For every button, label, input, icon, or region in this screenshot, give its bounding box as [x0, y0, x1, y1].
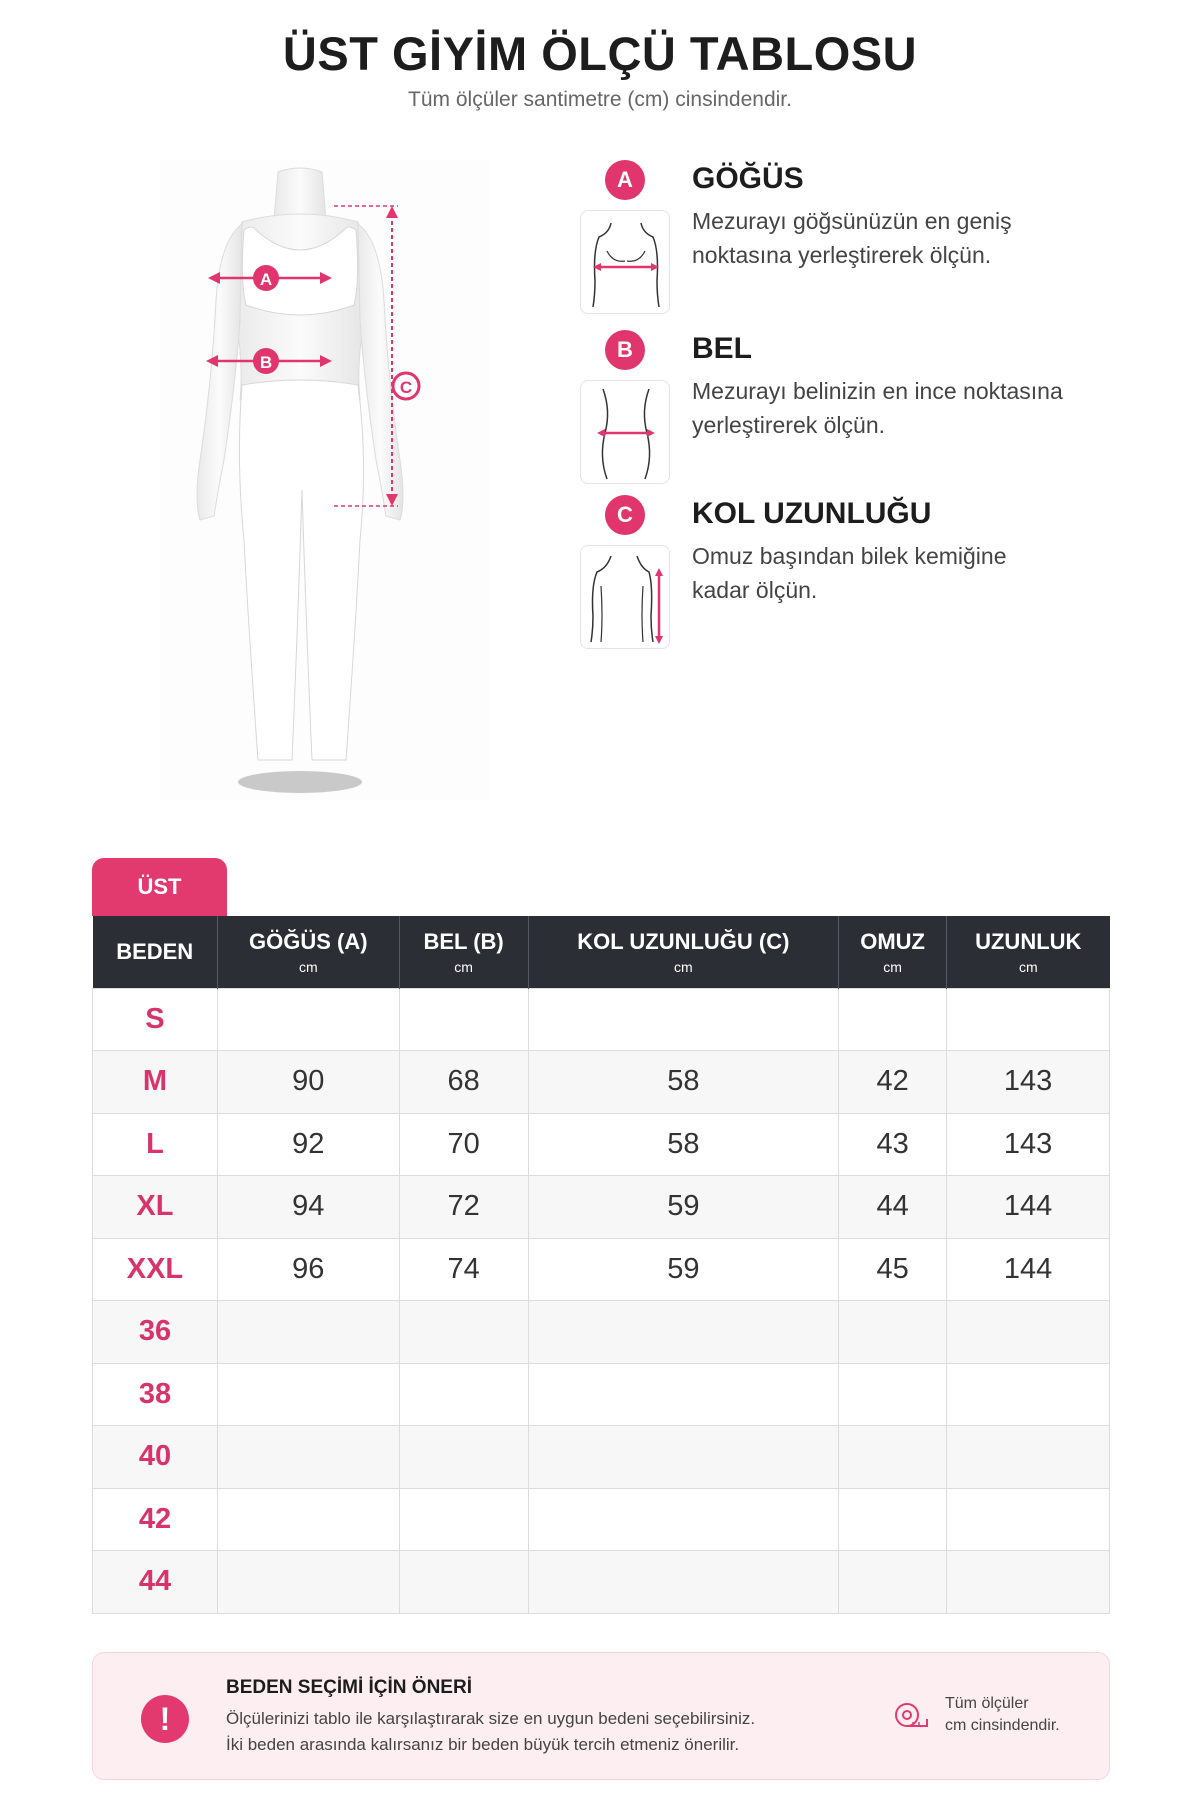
measurement-waist	[580, 330, 1120, 490]
table-row: 40	[93, 1426, 1110, 1489]
advice-line-2: İki beden arasında kalırsanız bir beden büyük tercih etmeniz önerilir.	[226, 1735, 740, 1754]
badge-c: C	[605, 495, 645, 535]
col-header-waist: BEL (B) cm	[399, 916, 528, 988]
measurement-chest	[580, 160, 1120, 320]
advice-line-1: Ölçülerinizi tablo ile karşılaştırarak size en uygun bedeni seçebilirsiniz.	[226, 1709, 756, 1728]
table-row: XL 94 72 59 44 144	[93, 1176, 1110, 1239]
table-row: L 92 70 58 43 143	[93, 1113, 1110, 1176]
measurement-waist-desc: Mezurayı belinizin en ince noktasına yerleştirerek ölçün.	[692, 378, 1063, 438]
measurement-chest-title: GÖĞÜS	[692, 162, 804, 195]
col-header-chest: GÖĞÜS (A) cm	[217, 916, 399, 988]
col-header-size: BEDEN	[93, 916, 218, 988]
unit-note-line-2: cm cinsindendir.	[945, 1717, 1060, 1734]
measurement-sleeve-title: KOL UZUNLUĞU	[692, 497, 932, 530]
table-row: 36	[93, 1301, 1110, 1364]
marker-c-label: C	[399, 378, 413, 397]
badge-a: A	[605, 160, 645, 200]
chest-diagram-icon	[580, 210, 670, 314]
table-row: M 90 68 58 42 143	[93, 1051, 1110, 1114]
table-row: 42	[93, 1488, 1110, 1551]
advice-title: BEDEN SEÇİMİ İÇİN ÖNERİ	[226, 1677, 472, 1698]
unit-note-line-1: Tüm ölçüler	[945, 1695, 1029, 1712]
table-tab-ust[interactable]: ÜST	[92, 858, 227, 916]
table-row: XXL 96 74 59 45 144	[93, 1238, 1110, 1301]
page-subtitle: Tüm ölçüler santimetre (cm) cinsindendir.	[408, 88, 792, 111]
table-row: 38	[93, 1363, 1110, 1426]
marker-b-label: B	[259, 353, 273, 372]
mannequin-illustration	[160, 160, 500, 800]
marker-a-label: A	[259, 270, 273, 289]
measuring-tape-icon	[893, 1699, 929, 1735]
exclamation-icon: !	[141, 1695, 189, 1743]
measurement-chest-desc: Mezurayı göğsünüzün en geniş noktasına yerleştirerek ölçün.	[692, 208, 1012, 268]
stand-base	[238, 771, 362, 793]
size-table	[92, 916, 1110, 1614]
col-header-shoulder: OMUZ cm	[839, 916, 947, 988]
measurement-sleeve-desc: Omuz başından bilek kemiğine kadar ölçün.	[692, 543, 1007, 603]
col-header-sleeve: KOL UZUNLUĞU (C) cm	[528, 916, 839, 988]
badge-b: B	[605, 330, 645, 370]
table-row: S	[93, 988, 1110, 1051]
table-header-row	[93, 916, 1110, 988]
sleeve-diagram-icon	[580, 545, 670, 649]
size-advice-box	[92, 1652, 1110, 1780]
measurement-waist-title: BEL	[692, 332, 752, 365]
waist-diagram-icon	[580, 380, 670, 484]
page-title: ÜST GİYİM ÖLÇÜ TABLOSU	[282, 27, 918, 80]
table-row: 44	[93, 1551, 1110, 1614]
col-header-length: UZUNLUK cm	[947, 916, 1110, 988]
measurement-sleeve	[580, 495, 1120, 655]
